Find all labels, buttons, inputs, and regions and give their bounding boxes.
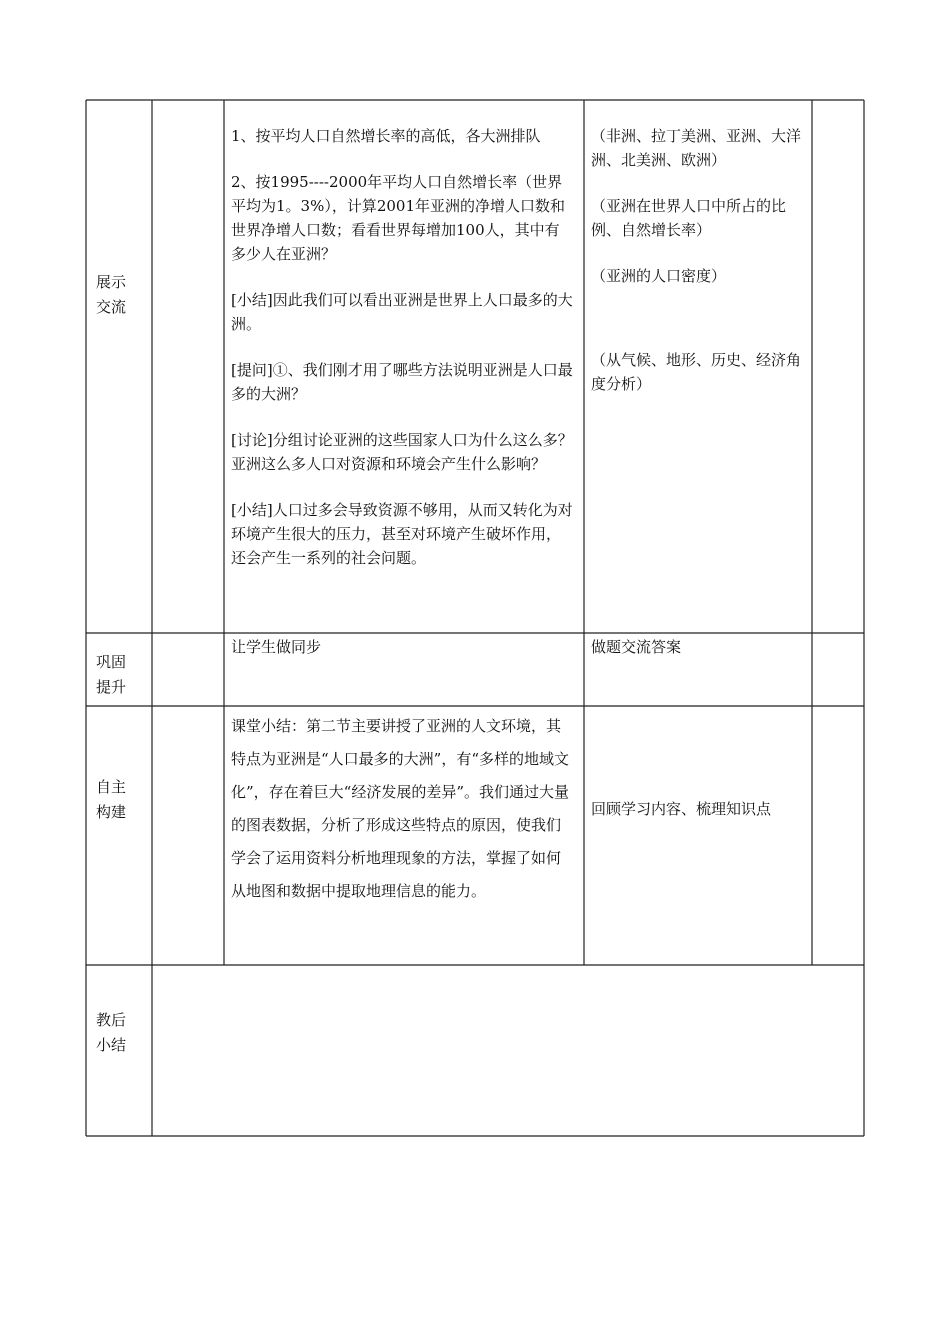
row-label-post-teaching-summary	[96, 1008, 148, 1058]
student-paragraph: （亚洲在世界人口中所占的比例、自然增长率）	[591, 197, 787, 239]
student-paragraph: （亚洲的人口密度）	[591, 267, 727, 285]
student-paragraph: （从气候、地形、历史、经济角度分析）	[591, 351, 802, 393]
teacher-paragraph: [提问]①、我们刚才用了哪些方法说明亚洲是人口最多的大洲？	[231, 361, 573, 403]
student-activity-cell	[591, 124, 803, 396]
row-label-line: 展示	[96, 273, 127, 291]
row-label-consolidate	[96, 650, 148, 700]
student-text: 做题交流答案	[591, 638, 682, 656]
row-label-line: 提升	[96, 678, 127, 696]
student-paragraph: （非洲、拉丁美洲、亚洲、大洋洲、北美洲、欧洲）	[591, 127, 802, 169]
student-text: 回顾学习内容、梳理知识点	[591, 800, 772, 818]
teacher-activity-cell	[231, 710, 573, 908]
teacher-activity-cell	[231, 124, 573, 570]
student-activity-cell	[591, 797, 803, 821]
row-label-line: 小结	[96, 1036, 127, 1054]
row-label-line: 自主	[96, 778, 127, 796]
row-label-line: 构建	[96, 803, 127, 821]
row-label-line: 交流	[96, 298, 127, 316]
teacher-paragraph: [讨论]分组讨论亚洲的这些国家人口为什么这么多？亚洲这么多人口对资源和环境会产生什么影响？	[231, 431, 573, 473]
row-label-line: 巩固	[96, 653, 127, 671]
student-activity-cell	[591, 635, 803, 659]
row-label-self-construct	[96, 775, 148, 825]
teacher-text: 让学生做同步	[231, 638, 322, 656]
row-label-line: 教后	[96, 1011, 127, 1029]
teacher-paragraph: 2、按1995----2000年平均人口自然增长率（世界平均为1。3%），计算2001年亚洲的净增人口数和世界净增人口数；看看世界每增加100人，其中有多少人在亚洲？	[231, 173, 566, 263]
teacher-paragraph: [小结]因此我们可以看出亚洲是世界上人口最多的大洲。	[231, 291, 573, 333]
teacher-text: 课堂小结：第二节主要讲授了亚洲的人文环境，其特点为亚洲是“人口最多的大洲”，有“多样的地域文化”，存在着巨大“经济发展的差异”。我们通过大量的图表数据，分析了形成这些特点的原因，使我们学会了运用资料分析地理现象的方法，掌握了如何从地图和数据中提取地理信息的能力。	[231, 717, 570, 900]
teacher-paragraph: [小结]人口过多会导致资源不够用，从而又转化为对环境产生很大的压力，甚至对环境产生破坏作用，还会产生一系列的社会问题。	[231, 501, 573, 567]
teacher-paragraph: 1、按平均人口自然增长率的高低，各大洲排队	[231, 127, 541, 145]
teacher-activity-cell	[231, 635, 573, 659]
row-label-display-exchange	[96, 270, 148, 320]
